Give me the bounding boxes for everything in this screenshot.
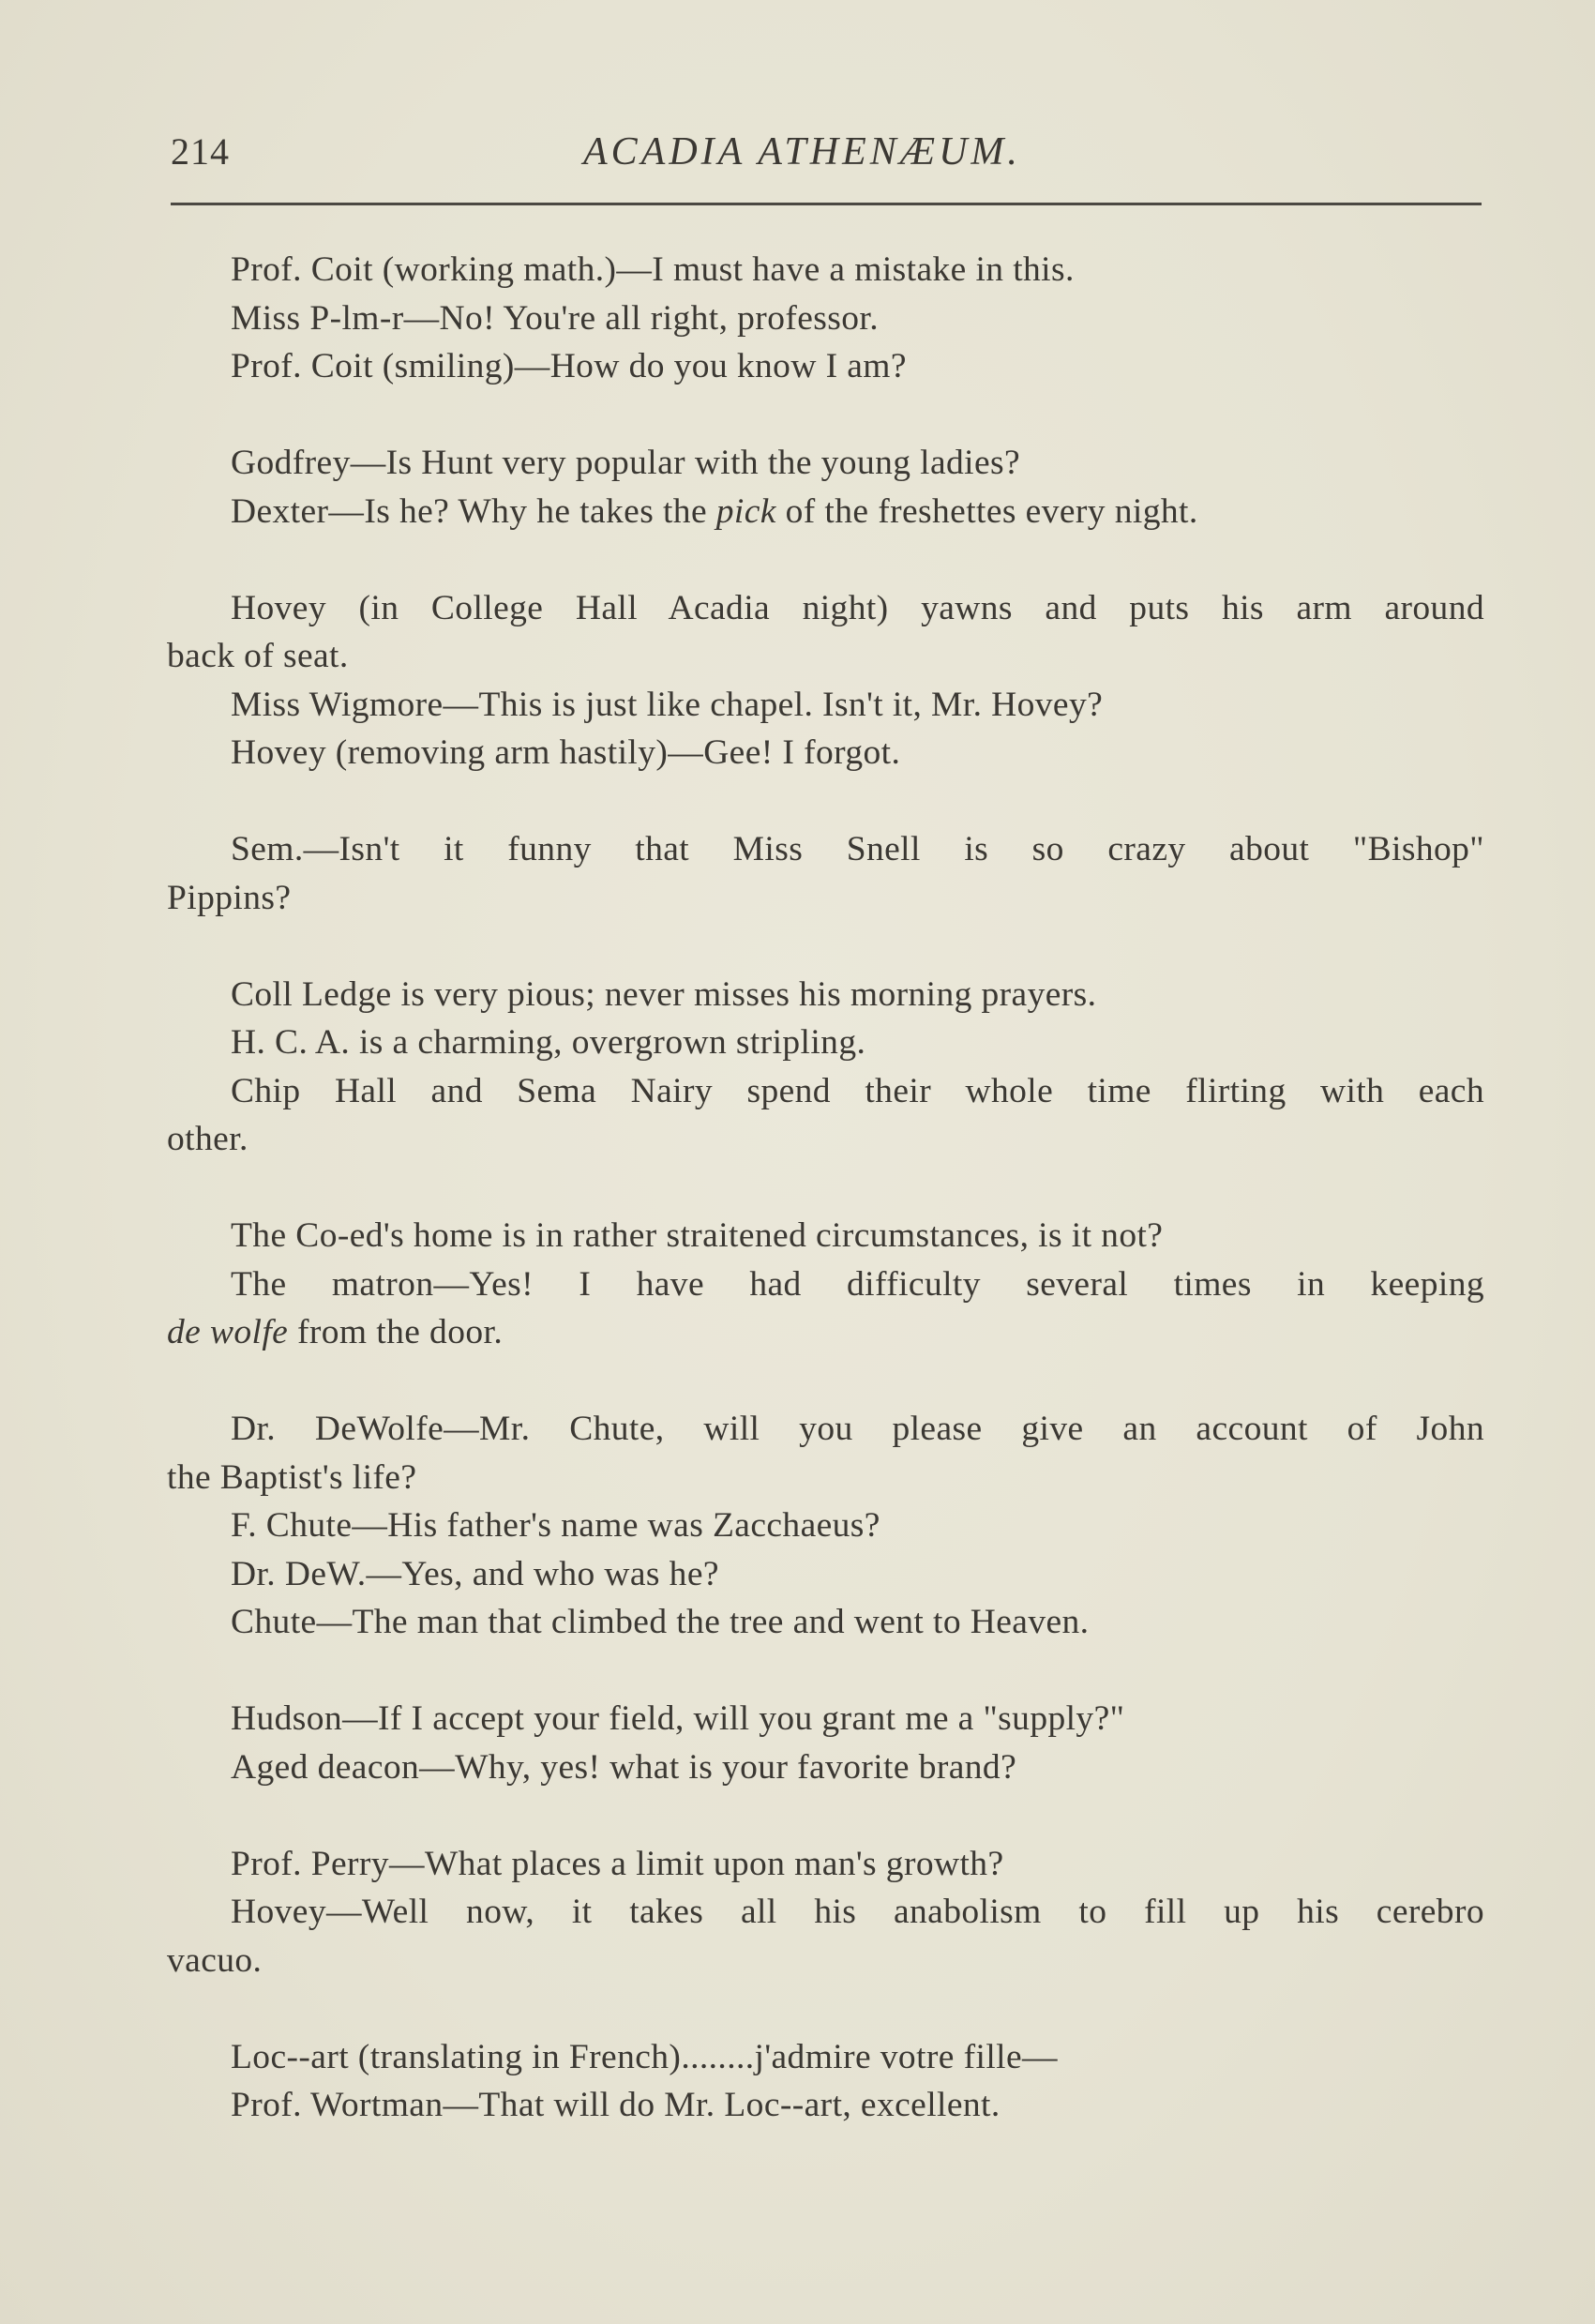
text-line: Hudson—If I accept your field, will you grant me a "supply?"	[231, 1699, 1125, 1738]
text-segment: from the door.	[288, 1313, 504, 1351]
running-title: ACADIA ATHENÆUM.	[583, 130, 1021, 174]
dialogue-block	[167, 439, 1484, 536]
text-line: F. Chute—His father's name was Zacchaeus?	[231, 1506, 880, 1545]
body-text	[167, 246, 1484, 2178]
italic-text: pick	[715, 491, 776, 531]
text-line: Prof. Perry—What places a limit upon man's growth?	[231, 1844, 1004, 1883]
text-line: Loc--art (translating in French)........j'admire votre fille—	[231, 2037, 1058, 2076]
text-line: Coll Ledge is very pious; never misses his morning prayers.	[231, 974, 1097, 1014]
text-line: Dr. DeWolfe—Mr. Chute, will you please give an account of John	[231, 1410, 1484, 1448]
text-line: Sem.—Isn't it funny that Miss Snell is so crazy about "Bishop"	[231, 830, 1484, 868]
page-header	[171, 129, 1482, 186]
dialogue-block	[167, 246, 1484, 391]
text-line: Chip Hall and Sema Nairy spend their whole time flirting with each	[231, 1071, 1484, 1110]
text-line: Godfrey—Is Hunt very popular with the young ladies?	[231, 444, 1021, 482]
dialogue-block	[167, 1695, 1484, 1791]
text-line: H. C. A. is a charming, overgrown stripling.	[231, 1023, 866, 1062]
page-number: 214	[171, 130, 230, 173]
text-line: the Baptist's life?	[167, 1457, 417, 1497]
text-line: Prof. Coit (working math.)—I must have a mistake in this.	[231, 250, 1075, 289]
text-line	[167, 1308, 1484, 1357]
text-line: Pippins?	[167, 878, 292, 917]
text-line: Hovey (in College Hall Acadia night) yawns and puts his arm around	[231, 588, 1484, 627]
dialogue-block	[167, 1405, 1484, 1647]
text-line: The matron—Yes! I have had difficulty several times in keeping	[231, 1264, 1484, 1304]
text-segment: Dexter—Is he? Why he takes the	[231, 491, 716, 531]
text-line: other.	[167, 1120, 248, 1158]
dialogue-block	[167, 1840, 1484, 1985]
text-line: Chute—The man that climbed the tree and went to Heaven.	[231, 1603, 1090, 1641]
text-line: Hovey—Well now, it takes all his anabolism to fill up his cerebro	[231, 1893, 1484, 1931]
dialogue-block	[167, 825, 1484, 922]
text-line: vacuo.	[167, 1940, 263, 1980]
text-line: Hovey (removing arm hastily)—Gee! I forgot.	[231, 733, 901, 772]
text-line: back of seat.	[167, 637, 349, 675]
text-line: Prof. Wortman—That will do Mr. Loc--art, excellent.	[231, 2086, 1001, 2124]
text-line: Miss P-lm-r—No! You're all right, professor.	[231, 298, 880, 338]
text-line	[167, 488, 1484, 536]
header-rule	[171, 203, 1482, 205]
dialogue-block	[167, 1212, 1484, 1357]
italic-text: de wolfe	[167, 1313, 289, 1351]
dialogue-block	[167, 971, 1484, 1164]
text-line: Prof. Coit (smiling)—How do you know I am?	[231, 347, 907, 385]
text-line: Dr. DeW.—Yes, and who was he?	[231, 1554, 719, 1593]
dialogue-block	[167, 584, 1484, 777]
text-line: Miss Wigmore—This is just like chapel. Isn't it, Mr. Hovey?	[231, 685, 1104, 724]
text-line: Aged deacon—Why, yes! what is your favorite brand?	[231, 1747, 1017, 1787]
text-segment: of the freshettes every night.	[775, 491, 1198, 531]
dialogue-block	[167, 2033, 1484, 2130]
text-line: The Co-ed's home is in rather straitened circumstances, is it not?	[231, 1216, 1164, 1255]
